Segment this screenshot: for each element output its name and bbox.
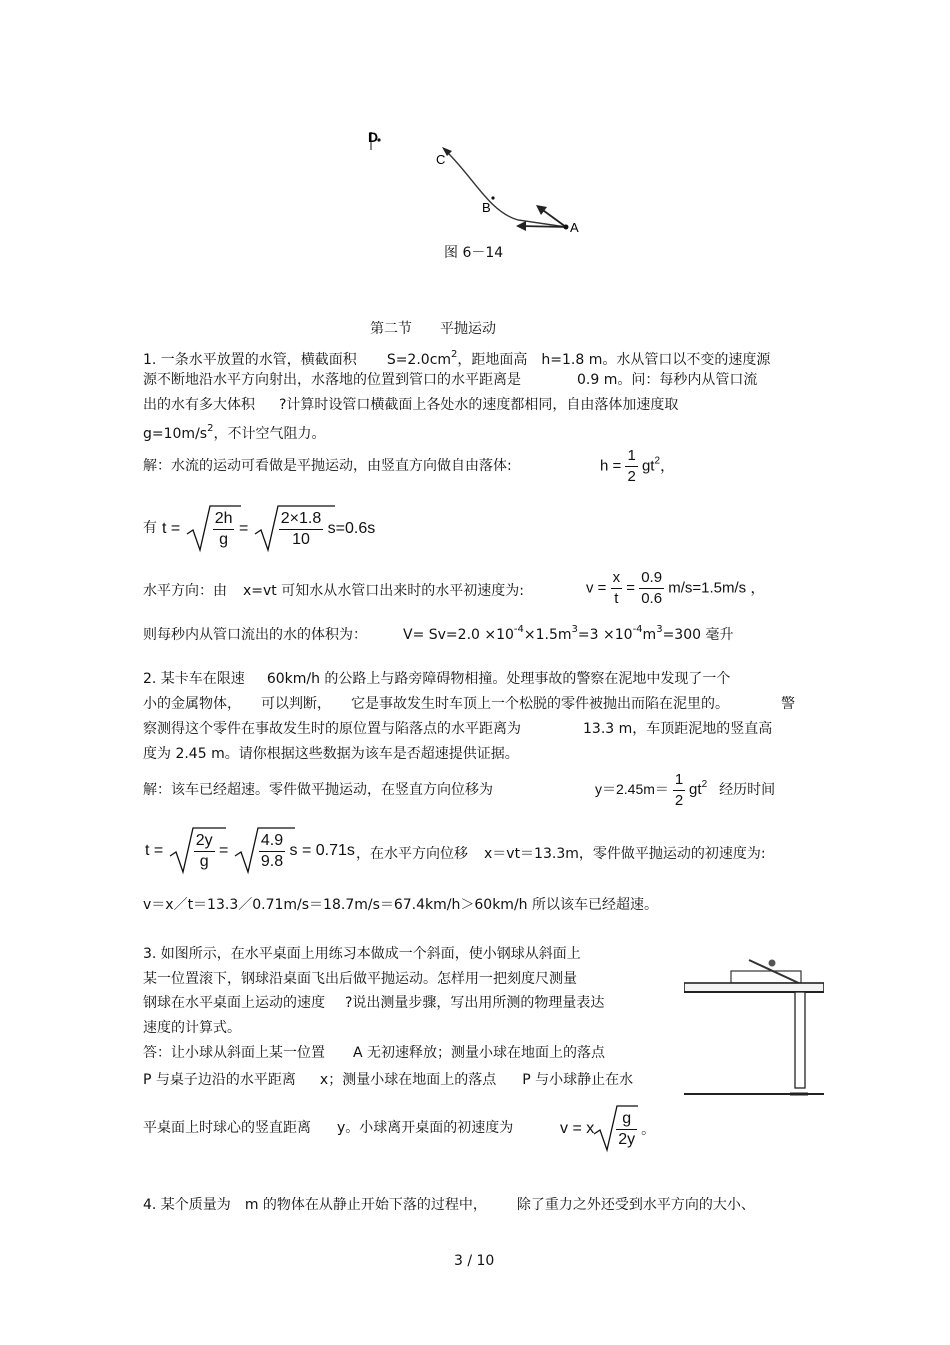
- table-ramp-figure: [684, 944, 824, 1099]
- q1-line4: $g=10m/s^2$，不计空气阻力。: [143, 423, 326, 442]
- q2-solution-line2: ，在水平方向位移 x＝vt＝13.3m，零件做平抛运动的初速度为:: [356, 846, 766, 862]
- q3-answer-line1: 答：让小球从斜面上某一位置 A 无初速释放；测量小球在地面上的落点: [143, 1045, 606, 1061]
- q2-line3: 察测得这个零件在事故发生时的原位置与陷落点的水平距离为 13.3 m，车顶距泥地的竖直高: [143, 721, 773, 737]
- q1-line1: 1. 一条水平放置的水管，横截面积 $S=2.0cm^2$，距地面高 h=1.8 m。水从管口以不变的速度源: [143, 349, 771, 368]
- q3-line2: 某一位置滚下，钢球沿桌面飞出后做平抛运动。怎样用一把刻度尺测量: [143, 971, 577, 987]
- q3-line1: 3. 如图所示，在水平桌面上用练习本做成一个斜面，使小钢球从斜面上: [143, 946, 581, 962]
- q1-line3: 出的水有多大体积 ?计算时设管口横截面上各处水的速度都相同，自由落体加速度取: [143, 397, 679, 413]
- label-d: D: [368, 129, 379, 145]
- q1-formula-v: v = $\frac{x}{t}$ = $\frac{0.9}{0.6}$ m/s=1.5m/s ，: [586, 569, 766, 607]
- q3-answer-line3: 平桌面上时球心的竖直距离 y。小球离开桌面的初速度为: [143, 1120, 514, 1136]
- label-b: B: [482, 200, 491, 215]
- figure-caption: 图 6－14: [444, 245, 504, 261]
- q1-formula-h: h = $\frac{1}{2}$ $gt^2$，: [600, 447, 676, 485]
- trajectory-diagram: [360, 120, 600, 245]
- q2-line2: 小的金属物体， 可以判断， 它是事故发生时车顶上一个松脱的零件被抛出而陷在泥里的。 警: [143, 696, 795, 712]
- q3-answer-line2: P 与桌子边沿的水平距离 x；测量小球在地面上的落点 P 与小球静止在水: [143, 1072, 634, 1088]
- q1-solution-line4: 则每秒内从管口流出的水的体积为： $V= Sv=2.0 \times 10^{-4}\times 1.5m^3=3 \times 10^{-4}m^3=300$ 毫升: [143, 624, 734, 643]
- q1-solution-line3: 水平方向：由 x=vt 可知水从水管口出来时的水平初速度为:: [143, 583, 524, 599]
- q2-line1: 2. 某卡车在限速 60km/h 的公路上与路旁障碍物相撞。处理事故的警察在泥地中发现了一个: [143, 671, 731, 687]
- q2-formula-y: y＝2.45m＝ $\frac{1}{2}$ $gt^2$ 经历时间: [595, 771, 776, 809]
- q2-solution-line1: 解：该车已经超速。零件做平抛运动，在竖直方向位移为: [143, 782, 493, 798]
- section-title: 第二节 平抛运动: [370, 321, 496, 337]
- q1-solution-prefix: 有: [143, 520, 157, 536]
- label-c: C: [436, 152, 446, 167]
- q3-line3: 钢球在水平桌面上运动的速度 ?说出测量步骤，写出用所测的物理量表达: [143, 995, 605, 1011]
- q1-line2: 源不断地沿水平方向射出，水落地的位置到管口的水平距离是 0.9 m。问：每秒内从管口流: [143, 372, 758, 388]
- q4-line1: 4. 某个质量为 m 的物体在从静止开始下落的过程中， 除了重力之外还受到水平方向的大小、: [143, 1197, 755, 1213]
- q1-formula-t: t = $\frac{2h}{g}$ = $\frac{2\times 1.8}{10}$ s=0.6s: [162, 504, 375, 554]
- page-number: 3 / 10: [454, 1253, 495, 1269]
- q2-solution-line3: v＝x／t＝13.3／0.71m/s＝18.7m/s＝67.4km/h＞60km/h 所以该车已经超速。: [143, 897, 658, 913]
- q2-formula-t: t = $\frac{2y}{g}$ = $\frac{4.9}{9.8}$ s = 0.71s: [145, 826, 355, 876]
- label-a: A: [570, 220, 579, 235]
- figure-6-14: [360, 120, 600, 245]
- q1-solution-line1: 解：水流的运动可看做是平抛运动，由竖直方向做自由落体:: [143, 458, 512, 474]
- q3-formula-v: v = x $\frac{g}{2y}$ 。: [560, 1104, 655, 1154]
- q3-line4: 速度的计算式。: [143, 1020, 241, 1036]
- q2-line4: 度为 2.45 m。请你根据这些数据为该车是否超速提供证据。: [143, 746, 519, 762]
